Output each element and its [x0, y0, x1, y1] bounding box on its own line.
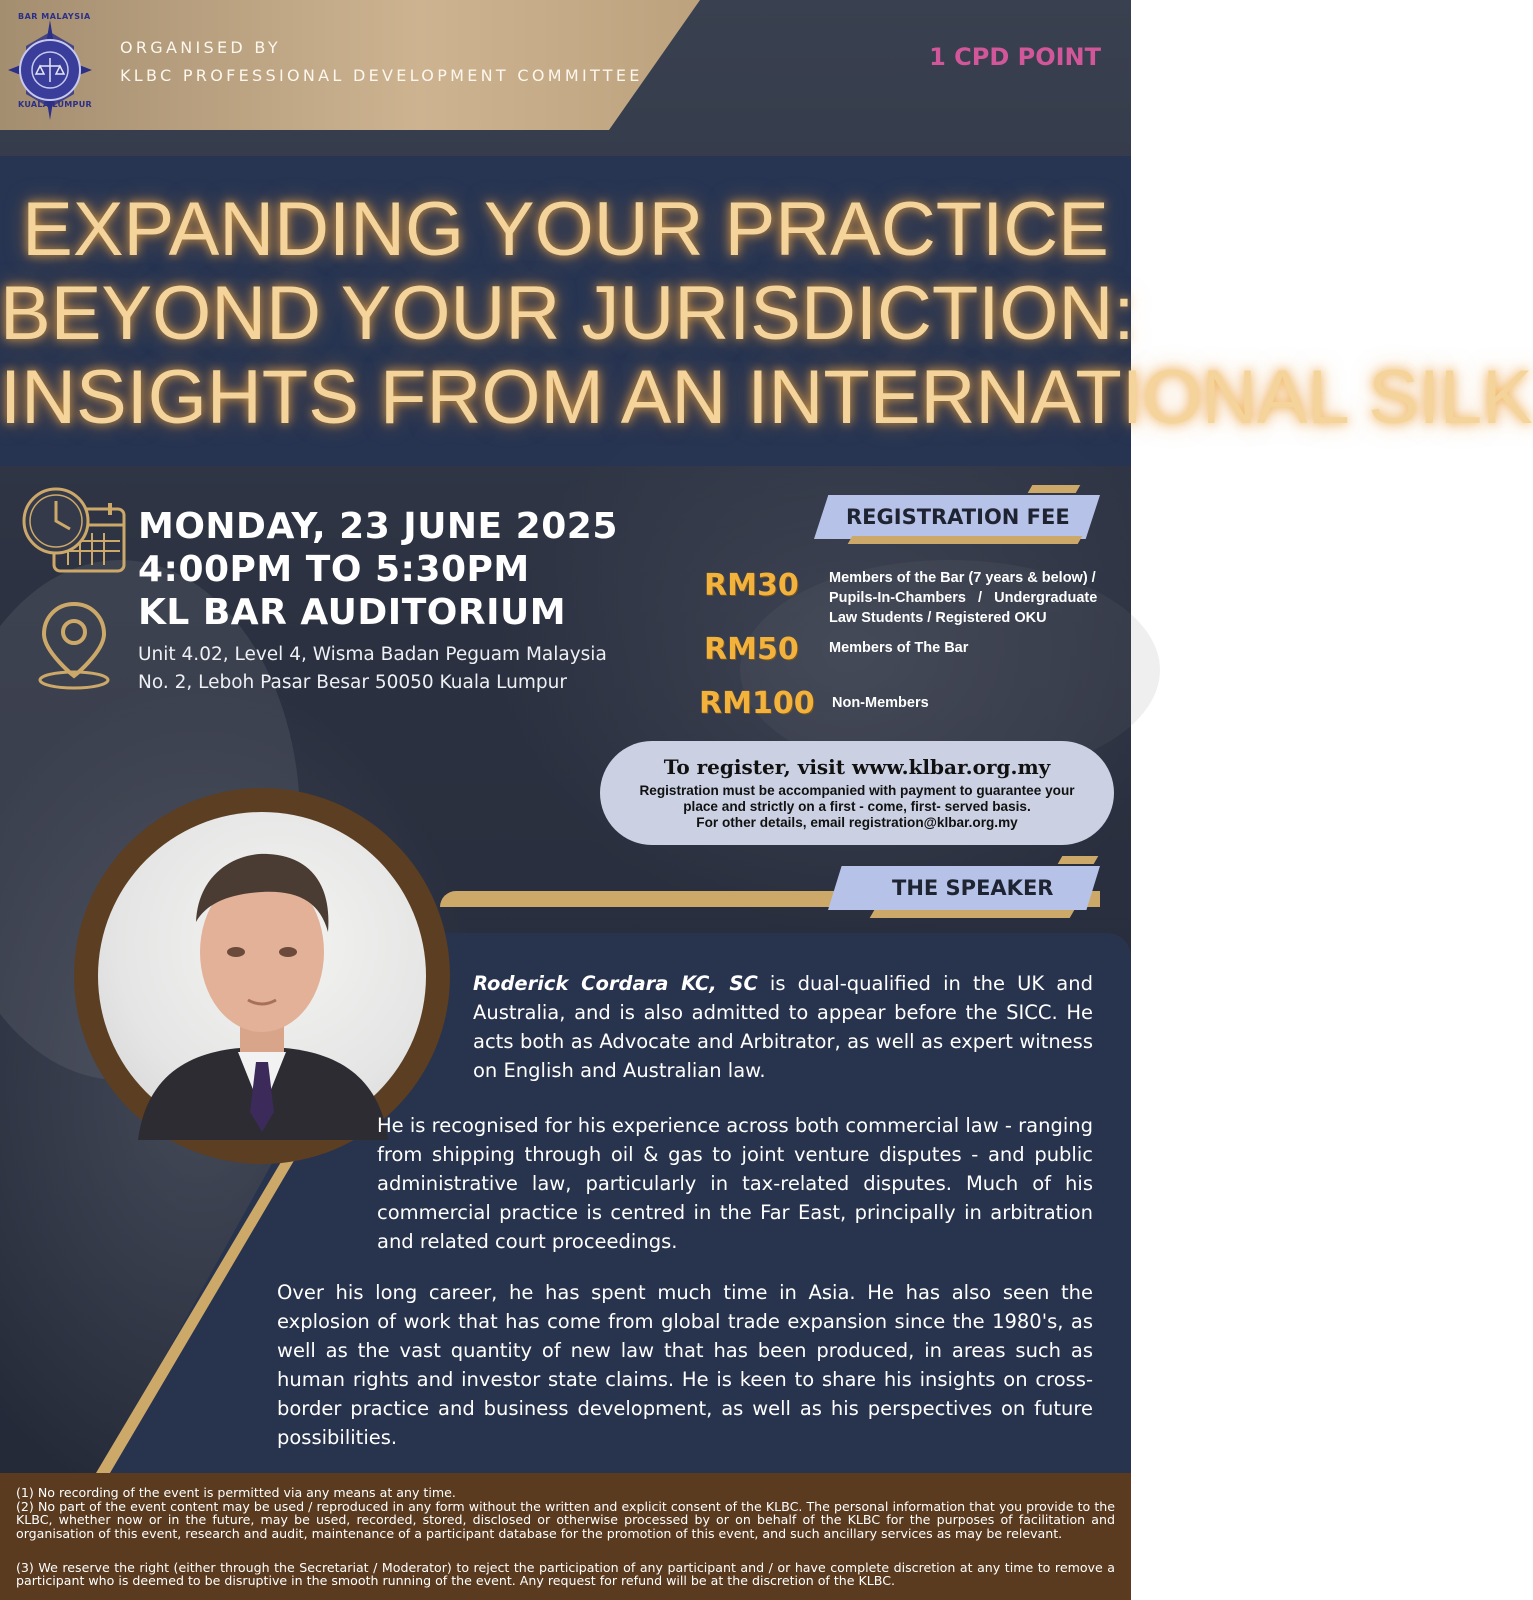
fee-desc-rm30-line1: Members of the Bar (7 years & below) /	[829, 570, 1096, 586]
fee-desc-rm50: Members of The Bar	[829, 640, 969, 656]
event-date: MONDAY, 23 JUNE 2025	[138, 506, 618, 547]
event-venue: KL BAR AUDITORIUM	[138, 592, 567, 633]
speaker-bio-p1	[473, 969, 1093, 1085]
committee-name: KLBC PROFESSIONAL DEVELOPMENT COMMITTEE	[120, 66, 643, 85]
fee-desc-rm30-line2: Pupils-In-Chambers / Undergraduate	[829, 590, 1098, 606]
register-note-line2: place and strictly on a first - come, first- served basis.	[683, 799, 1031, 814]
speaker-tag-accent	[1058, 856, 1099, 864]
venue-address-line-1: Unit 4.02, Level 4, Wisma Badan Peguam Malaysia	[138, 644, 607, 665]
speaker-bio-p3: Over his long career, he has spent much time in Asia. He has also seen the explosion of work that has come from global trade expansion since the 1980's, as well as the vast quantity of new law that has been produced, in areas such as human rights and investor state claims. He is keen to share his insights on cross-border practice and business development, as well as his perspectives on future possibilities.	[277, 1281, 1093, 1449]
fee-desc-rm30-line3: Law Students / Registered OKU	[829, 610, 1047, 626]
event-time: 4:00PM TO 5:30PM	[138, 549, 530, 590]
registration-fee-heading: REGISTRATION FEE	[846, 505, 1070, 529]
speaker-bio-p2: He is recognised for his experience across both commercial law - ranging from shipping through oil & gas to joint venture disputes - and public administrative law, particularly in tax-related disputes. Much of his commercial practice is centred in the Far East, principally in arbitration and related court proceedings.	[377, 1114, 1093, 1253]
speaker-heading: THE SPEAKER	[892, 876, 1054, 900]
register-note-line1: Registration must be accompanied with payment to guarantee your	[639, 783, 1075, 798]
fee-amount-rm100: RM100	[699, 686, 815, 721]
speaker-tag-underline	[870, 910, 1075, 918]
fee-desc-rm100: Non-Members	[832, 695, 929, 711]
disclaimer-item-1: (1) No recording of the event is permitted via any means at any time.	[16, 1485, 456, 1500]
fee-amount-rm30: RM30	[704, 568, 799, 603]
title-line-1: EXPANDING YOUR PRACTICE	[22, 187, 1109, 272]
cpd-points-badge: 1 CPD POINT	[929, 43, 1101, 71]
register-email-line: For other details, email registration@klbar.org.my	[696, 815, 1018, 830]
venue-address-line-2: No. 2, Leboh Pasar Besar 50050 Kuala Lumpur	[138, 672, 567, 693]
register-link-text[interactable]: To register, visit www.klbar.org.my	[663, 755, 1051, 779]
disclaimer-item-3: (3) We reserve the right (either through the Secretariat / Moderator) to reject the participation of any participant and / or have complete discretion at any time to remove a participant who is deemed to be disruptive in the smooth running of the event. Any request for refund will be at the discretion of the KLBC.	[16, 1560, 1115, 1589]
logo-text-bottom: KUALA LUMPUR	[18, 100, 92, 109]
speaker-photo	[98, 812, 426, 1140]
title-line-2: BEYOND YOUR JURISDICTION:	[0, 271, 1135, 356]
speaker-bio-p1-text: is dual-qualified in the UK and Australia, and is also admitted to appear before the SICC. He acts both as Advocate and Arbitrator, as well as expert witness on English and Australian law.	[473, 972, 1093, 1082]
logo-text-top: BAR MALAYSIA	[18, 12, 91, 21]
organised-by-label: ORGANISED BY	[120, 38, 281, 57]
title-line-3: INSIGHTS FROM AN INTERNATIONAL SILK	[0, 355, 1533, 440]
fee-amount-rm50: RM50	[704, 632, 799, 667]
disclaimer-item-2: (2) No part of the event content may be used / reproduced in any form without the written and explicit consent of the KLBC. The personal information that you provide to the KLBC, whether now or in the future, may be used, recorded, stored, disclosed or otherwise processed by or on behalf of the KLBC for the purposes of facilitation and organisation of this event, research and audit, maintenance of a participant database for the promotion of this event, and such ancillary services as may be relevant.	[16, 1499, 1115, 1541]
speaker-name: Roderick Cordara KC, SC	[473, 972, 758, 995]
